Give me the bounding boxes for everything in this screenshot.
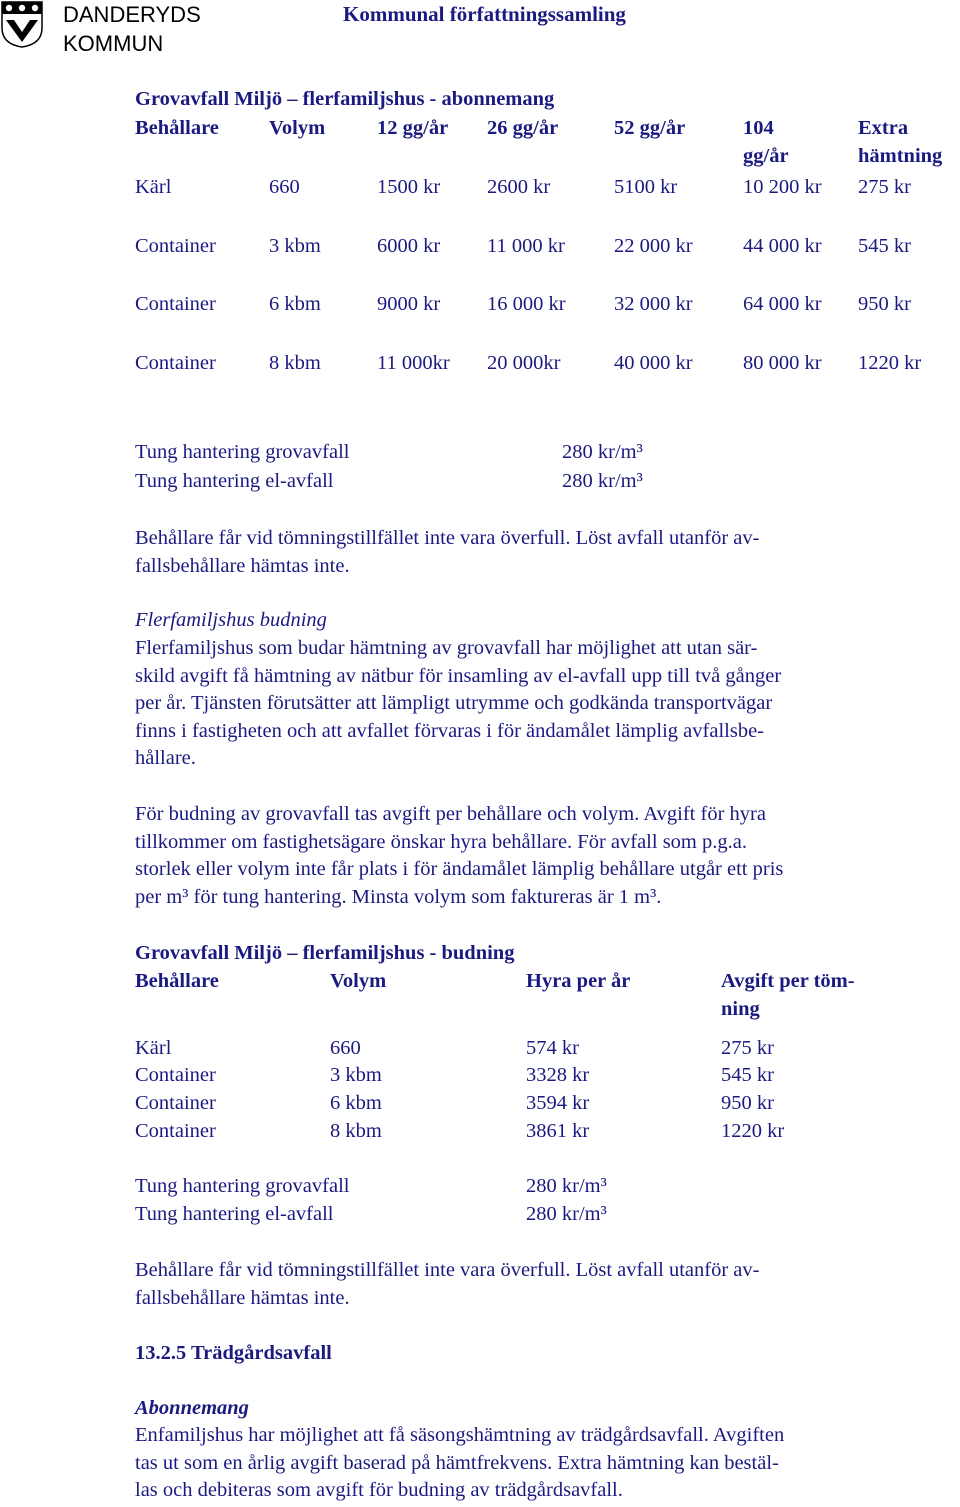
cell: 40 000 kr [614,352,693,374]
subheading-abonnemang: Abonnemang [135,1397,249,1419]
cell: Container [135,1092,216,1114]
cell: 545 kr [858,235,911,257]
col-header-behallare: Behållare [135,117,219,139]
handling-value: 280 kr/m³ [526,1203,607,1225]
cell: 275 kr [721,1037,774,1059]
cell: 545 kr [721,1064,774,1086]
col-header-hyra: Hyra per år [526,970,631,992]
cell: Kärl [135,1037,172,1059]
text-line: Behållare får vid tömningstillfället inte vara överfull. Löst avfall utanför av- [135,1259,760,1281]
cell: Container [135,352,216,374]
cell: 1500 kr [377,176,441,198]
cell: Kärl [135,176,172,198]
cell: 20 000kr [487,352,561,374]
cell: 574 kr [526,1037,579,1059]
cell: 1220 kr [858,352,922,374]
municipality-crest-logo [0,0,44,48]
text-line: per år. Tjänsten förutsätter att lämpligt utrymme och godkända transportvägar [135,692,773,715]
budning-paragraph-2 [135,801,935,911]
cell: 3861 kr [526,1120,590,1142]
org-name-line2: KOMMUN [63,31,164,56]
col-header-volym: Volym [330,970,387,992]
cell: 16 000 kr [487,293,566,315]
cell: 80 000 kr [743,352,822,374]
cell: Container [135,1120,216,1142]
cell: 3594 kr [526,1092,590,1114]
text-line: skild avgift få hämtning av nätbur för insamling av el-avfall upp till två gånger [135,664,782,687]
text-line: Behållare får vid tömningstillfället inte vara överfull. Löst avfall utanför av- [135,527,760,549]
col-header-extra-line2: hämtning [858,145,943,167]
handling-value: 280 kr/m³ [562,441,643,463]
col-header-104-line2: gg/år [743,145,789,167]
cell: 3 kbm [330,1064,382,1086]
text-line: Enfamiljshus har möjlighet att få säsongshämtning av trädgårdsavfall. Avgiften [135,1424,785,1446]
cell: Container [135,293,216,315]
col-header-avgift-line2: ning [721,998,760,1020]
cell: 275 kr [858,176,911,198]
text-line: tillkommer om fastighetsägare önskar hyra behållare. För avfall som p.g.a. [135,830,747,853]
cell: 1220 kr [721,1120,785,1142]
cell: 44 000 kr [743,235,822,257]
col-header-12: 12 gg/år [377,117,449,139]
note-paragraph [135,1257,935,1312]
section-heading-tradgardsavfall: 13.2.5 Trädgårdsavfall [135,1342,332,1364]
handling-label: Tung hantering grovavfall [135,441,350,463]
text-line: hållare. [135,747,196,770]
cell: 10 200 kr [743,176,822,198]
cell: Container [135,1064,216,1086]
text-line: finns i fastigheten och att avfallet förvaras i för ändamålet lämplig avfallsbe- [135,719,764,742]
text-line: fallsbehållare hämtas inte. [135,554,350,577]
text-line: fallsbehållare hämtas inte. [135,1286,350,1309]
handling-label: Tung hantering el-avfall [135,470,334,492]
handling-value: 280 kr/m³ [526,1175,607,1197]
text-line: För budning av grovavfall tas avgift per behållare och volym. Avgift för hyra [135,803,766,825]
org-name-line1: DANDERYDS [63,2,201,27]
note-paragraph [135,525,935,580]
section-title-abonnemang: Grovavfall Miljö – flerfamiljshus - abonnemang [135,88,555,110]
col-header-volym: Volym [269,117,326,139]
tradgard-paragraph [135,1422,935,1505]
cell: 660 [269,176,300,198]
col-header-52: 52 gg/år [614,117,686,139]
subheading-flerfamiljshus-budning: Flerfamiljshus budning [135,609,327,631]
cell: 950 kr [858,293,911,315]
cell: Container [135,235,216,257]
budning-paragraph-1 [135,635,935,773]
text-line: las och debiteras som avgift för budning av trädgårdsavfall. [135,1479,623,1502]
text-line: Flerfamiljshus som budar hämtning av grovavfall har möjlighet att utan sär- [135,637,758,659]
cell: 11 000 kr [487,235,565,257]
cell: 660 [330,1037,361,1059]
col-header-avgift: Avgift per töm- [721,970,855,992]
section-title-budning: Grovavfall Miljö – flerfamiljshus - budning [135,942,515,964]
cell: 5100 kr [614,176,678,198]
handling-value: 280 kr/m³ [562,470,643,492]
cell: 2600 kr [487,176,551,198]
cell: 32 000 kr [614,293,693,315]
cell: 6 kbm [330,1092,382,1114]
col-header-behallare: Behållare [135,970,219,992]
handling-label: Tung hantering el-avfall [135,1203,334,1225]
cell: 8 kbm [269,352,321,374]
cell: 950 kr [721,1092,774,1114]
cell: 22 000 kr [614,235,693,257]
text-line: tas ut som en årlig avgift baserad på hämtfrekvens. Extra hämtning kan bestäl- [135,1451,779,1474]
text-line: storlek eller volym inte får plats i för ändamålet lämplig behållare utgår ett pris [135,858,784,881]
cell: 6 kbm [269,293,321,315]
col-header-104: 104 [743,117,774,139]
col-header-26: 26 gg/år [487,117,559,139]
text-line: per m³ för tung hantering. Minsta volym som faktureras är 1 m³. [135,885,662,908]
handling-label: Tung hantering grovavfall [135,1175,350,1197]
col-header-extra: Extra [858,117,909,139]
cell: 3 kbm [269,235,321,257]
document-header-title: Kommunal författningssamling [343,2,626,26]
cell: 6000 kr [377,235,441,257]
cell: 8 kbm [330,1120,382,1142]
cell: 9000 kr [377,293,441,315]
cell: 3328 kr [526,1064,590,1086]
cell: 64 000 kr [743,293,822,315]
cell: 11 000kr [377,352,450,374]
